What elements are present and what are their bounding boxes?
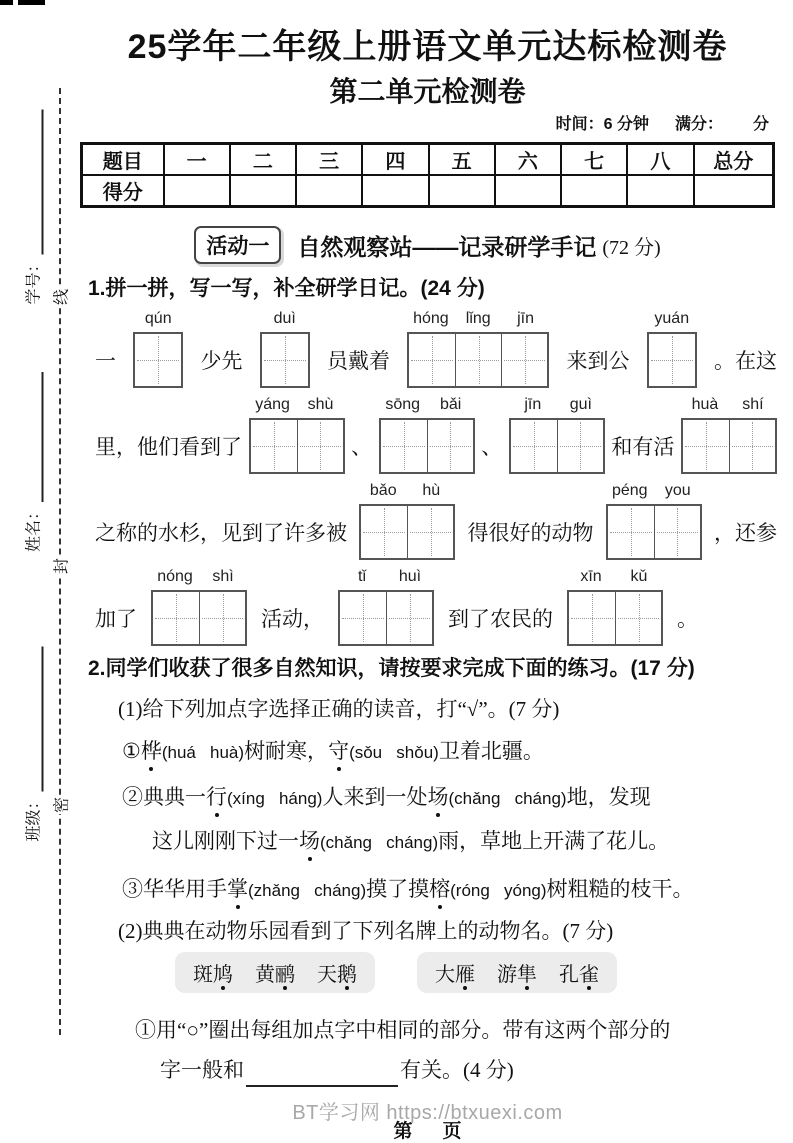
writing-cell bbox=[262, 334, 308, 386]
writing-grid bbox=[151, 590, 247, 646]
student-name-field bbox=[21, 372, 44, 552]
pinyin-writing-boxes bbox=[606, 482, 702, 560]
writing-cell bbox=[649, 334, 695, 386]
page-number bbox=[80, 1116, 775, 1143]
writing-cell bbox=[569, 592, 615, 644]
dotted-character: 场 bbox=[299, 824, 320, 858]
score-table bbox=[80, 142, 775, 208]
pinyin-label: duì bbox=[273, 310, 296, 327]
student-id-label: 学号： bbox=[25, 256, 43, 305]
pinyin-label-row bbox=[606, 482, 702, 504]
pinyin-label: bǎo bbox=[369, 482, 397, 499]
pinyin-label: xīn bbox=[580, 568, 602, 585]
writing-grid bbox=[338, 590, 434, 646]
sentence-fragment: 和有活 bbox=[611, 435, 675, 459]
fill-line bbox=[95, 396, 777, 474]
writing-cell bbox=[511, 420, 557, 472]
pinyin-label: kǔ bbox=[630, 568, 648, 585]
class-blank bbox=[40, 646, 44, 791]
score-table-column: 二 bbox=[230, 144, 296, 176]
writing-grid bbox=[359, 504, 455, 560]
pinyin-label: you bbox=[664, 482, 691, 499]
writing-cell bbox=[297, 420, 343, 472]
animal-plate bbox=[175, 952, 375, 993]
dotted-character: 鸠 bbox=[213, 958, 233, 987]
score-table-column: 六 bbox=[495, 144, 561, 176]
seal-char: 密 bbox=[46, 796, 75, 814]
sentence-fragment: 有关。(4 分) bbox=[400, 1058, 514, 1082]
sentence-fragment: 加了 bbox=[95, 607, 137, 631]
animal-name bbox=[255, 958, 295, 987]
pinyin-label: yuán bbox=[654, 310, 690, 327]
score-table-column: 八 bbox=[627, 144, 693, 176]
question-item bbox=[152, 824, 775, 860]
writing-grid bbox=[379, 418, 475, 474]
pinyin-label-row bbox=[133, 310, 183, 332]
score-cell bbox=[627, 175, 693, 207]
answer-blank bbox=[246, 1067, 398, 1087]
dotted-character: 场 bbox=[427, 780, 448, 814]
pinyin-writing-boxes bbox=[338, 568, 434, 646]
score-table-column: 四 bbox=[362, 144, 428, 176]
pinyin-label-row bbox=[359, 482, 455, 504]
sentence-fragment: 地，发现 bbox=[566, 785, 651, 809]
pinyin-label: hù bbox=[422, 482, 441, 499]
sentence-fragment: (sǒu shǒu) bbox=[349, 743, 439, 762]
sentence-fragment: (huá huà) bbox=[161, 743, 245, 762]
sentence-fragment: 来到公 bbox=[566, 349, 630, 373]
sentence-fragment: 摸了摸 bbox=[366, 877, 430, 901]
sentence-fragment: ，还参 bbox=[714, 521, 777, 545]
pinyin-label: lǐng bbox=[465, 310, 491, 327]
fill-line bbox=[95, 310, 777, 388]
pinyin-writing-boxes bbox=[681, 396, 777, 474]
writing-grid bbox=[606, 504, 702, 560]
fill-line bbox=[95, 568, 777, 646]
sentence-fragment: 得很好的动物 bbox=[467, 521, 594, 545]
paper-title: 25学年二年级上册语文单元达标检测卷 bbox=[127, 28, 728, 66]
student-id-field bbox=[21, 109, 44, 304]
writing-grid bbox=[249, 418, 345, 474]
pinyin-label-row bbox=[379, 396, 475, 418]
pinyin-label: péng bbox=[611, 482, 648, 499]
page-footer bbox=[80, 1101, 775, 1143]
student-name-label: 姓名： bbox=[25, 503, 43, 553]
sub-question-1-title: (1)给下列加点字选择正确的读音，打“√”。(7 分) bbox=[118, 697, 560, 721]
activity-score: (72 分) bbox=[602, 236, 661, 259]
pinyin-label-row bbox=[338, 568, 434, 590]
pinyin-label-row bbox=[151, 568, 247, 590]
writing-cell bbox=[135, 334, 181, 386]
sentence-fragment: (xíng háng) bbox=[227, 789, 323, 808]
pinyin-label-row bbox=[647, 310, 697, 332]
student-name-blank bbox=[40, 372, 44, 502]
writing-grid bbox=[567, 590, 663, 646]
fill-in-diary bbox=[80, 310, 775, 646]
pinyin-writing-boxes bbox=[567, 568, 663, 646]
dotted-character: 掌 bbox=[227, 872, 248, 906]
pinyin-label-row bbox=[567, 568, 663, 590]
writing-cell bbox=[615, 592, 661, 644]
pinyin-writing-boxes bbox=[509, 396, 605, 474]
writing-cell bbox=[251, 420, 297, 472]
writing-cell bbox=[340, 592, 386, 644]
circle-instruction-line2 bbox=[160, 1053, 775, 1087]
time-label: 时间：6 分钟 bbox=[555, 116, 649, 133]
sentence-fragment: 这儿刚刚下过一 bbox=[152, 829, 299, 853]
sentence-fragment: ① bbox=[122, 739, 141, 763]
pinyin-label: sōng bbox=[385, 396, 421, 413]
score-row-label: 得分 bbox=[82, 175, 164, 207]
activity-banner bbox=[80, 226, 775, 264]
sentence-fragment: 雨，草地上开满了花儿。 bbox=[438, 829, 670, 853]
score-table-column: 七 bbox=[561, 144, 627, 176]
score-cell bbox=[296, 175, 362, 207]
pinyin-label: shí bbox=[742, 396, 764, 413]
dotted-character: 雀 bbox=[579, 958, 599, 987]
writing-grid bbox=[133, 332, 183, 388]
pinyin-label-row bbox=[681, 396, 777, 418]
writing-cell bbox=[427, 420, 473, 472]
pinyin-label: yáng bbox=[255, 396, 290, 413]
pinyin-label-row bbox=[509, 396, 605, 418]
sentence-fragment: (zhǎng cháng) bbox=[248, 881, 367, 900]
dotted-character: 榕 bbox=[429, 872, 450, 906]
pinyin-label: huà bbox=[691, 396, 719, 413]
sentence-fragment: 字一般和 bbox=[160, 1058, 244, 1082]
score-cell bbox=[429, 175, 495, 207]
score-cell bbox=[164, 175, 230, 207]
score-cell bbox=[230, 175, 296, 207]
writing-cell bbox=[683, 420, 729, 472]
pinyin-writing-boxes bbox=[151, 568, 247, 646]
animal-name bbox=[497, 958, 537, 987]
pinyin-writing-boxes bbox=[133, 310, 183, 388]
seal-char: 线 bbox=[46, 288, 75, 306]
score-table-column: 一 bbox=[164, 144, 230, 176]
writing-cell bbox=[407, 506, 453, 558]
sentence-fragment: 游 bbox=[497, 964, 517, 986]
writing-cell bbox=[153, 592, 199, 644]
sentence-fragment: 。在这 bbox=[714, 349, 777, 373]
activity-badge: 活动一 bbox=[194, 226, 281, 264]
paper-subtitle: 第二单元检测卷 bbox=[329, 76, 526, 107]
score-table-column: 三 bbox=[296, 144, 362, 176]
question-2-title: 2.同学们收获了很多自然知识，请按要求完成下面的练习。(17 分) bbox=[88, 657, 695, 680]
writing-cell bbox=[199, 592, 245, 644]
sentence-fragment: ②典典一 bbox=[122, 785, 206, 809]
sentence-fragment: (chǎng cháng) bbox=[320, 833, 439, 852]
score-table-corner: 题目 bbox=[82, 144, 164, 176]
watermark: BT学习网 https://btxuexi.com bbox=[292, 1102, 563, 1124]
dotted-character: 隼 bbox=[517, 958, 537, 987]
sentence-fragment: 、 bbox=[351, 435, 373, 459]
score-cell bbox=[694, 175, 774, 207]
pinyin-label: shù bbox=[307, 396, 334, 413]
pinyin-label: hóng bbox=[413, 310, 449, 327]
dotted-character: 鹂 bbox=[275, 958, 295, 987]
pinyin-label: nóng bbox=[157, 568, 193, 585]
question-item bbox=[122, 734, 775, 770]
sentence-fragment: 孔 bbox=[559, 964, 579, 986]
sentence-fragment: 人来到一处 bbox=[322, 785, 428, 809]
sentence-fragment: (chǎng cháng) bbox=[448, 789, 567, 808]
writing-cell bbox=[654, 506, 700, 558]
writing-grid bbox=[509, 418, 605, 474]
sentence-fragment: 天 bbox=[317, 964, 337, 986]
writing-cell bbox=[386, 592, 432, 644]
sentence-fragment: 树耐寒， bbox=[244, 739, 329, 763]
animal-name bbox=[559, 958, 599, 987]
sentence-fragment: 员戴着 bbox=[327, 349, 390, 373]
fill-line bbox=[95, 482, 777, 560]
activity-title: 自然观察站——记录研学手记 bbox=[297, 233, 597, 260]
writing-cell bbox=[455, 334, 501, 386]
page-number-pre: 第 bbox=[393, 1121, 413, 1142]
class-label: 班级： bbox=[25, 793, 43, 842]
pinyin-label: bǎi bbox=[440, 396, 462, 413]
animal-name bbox=[317, 958, 357, 987]
pinyin-label: shì bbox=[212, 568, 234, 585]
question-item bbox=[122, 780, 775, 816]
sentence-fragment: 大 bbox=[435, 964, 455, 986]
pinyin-writing-boxes bbox=[359, 482, 455, 560]
dotted-character: 鹅 bbox=[337, 958, 357, 987]
sentence-fragment: 活动， bbox=[261, 607, 324, 631]
dotted-character: 桦 bbox=[141, 734, 162, 768]
writing-cell bbox=[381, 420, 427, 472]
seal-char: 封 bbox=[46, 557, 75, 575]
pinyin-label: tǐ bbox=[358, 568, 366, 585]
sub-question-2-title: (2)典典在动物乐园看到了下列名牌上的动物名。(7 分) bbox=[118, 919, 614, 943]
pinyin-label-row bbox=[407, 310, 549, 332]
score-table-header-row bbox=[82, 144, 774, 176]
main-content bbox=[80, 0, 775, 1143]
dotted-character: 雁 bbox=[455, 958, 475, 987]
sentence-fragment: 黄 bbox=[255, 964, 275, 986]
pinyin-writing-boxes bbox=[379, 396, 475, 474]
pinyin-label: jīn bbox=[517, 310, 535, 327]
animal-plate bbox=[417, 952, 617, 993]
page-number-post: 页 bbox=[442, 1121, 462, 1142]
sentence-fragment: (róng yóng) bbox=[450, 881, 547, 900]
score-cell bbox=[561, 175, 627, 207]
pinyin-label-row bbox=[249, 396, 345, 418]
sentence-fragment: 、 bbox=[481, 435, 503, 459]
scan-corner-mark bbox=[18, 0, 45, 5]
sentence-fragment: 到了农民的 bbox=[448, 607, 553, 631]
animal-name bbox=[193, 958, 233, 987]
sentence-fragment: 里，他们看到了 bbox=[95, 435, 242, 459]
pinyin-label: qún bbox=[144, 310, 172, 327]
pinyin-writing-boxes bbox=[647, 310, 697, 388]
writing-cell bbox=[361, 506, 407, 558]
pinyin-writing-boxes bbox=[260, 310, 310, 388]
score-table-score-row bbox=[82, 175, 774, 207]
pinyin-label-row bbox=[260, 310, 310, 332]
writing-grid bbox=[260, 332, 310, 388]
writing-grid bbox=[681, 418, 777, 474]
pinyin-writing-boxes bbox=[249, 396, 345, 474]
sentence-fragment: 树粗糙的枝干。 bbox=[546, 877, 694, 901]
scan-corner-mark bbox=[0, 0, 13, 5]
writing-grid bbox=[407, 332, 549, 388]
full-score-label: 满分： bbox=[674, 116, 723, 133]
pinyin-label: guì bbox=[569, 396, 592, 413]
writing-cell bbox=[409, 334, 455, 386]
pinyin-writing-boxes bbox=[407, 310, 549, 388]
circle-instruction-line1: ①用“○”圈出每组加点字中相同的部分。带有这两个部分的 bbox=[135, 1018, 671, 1042]
score-table-column: 总分 bbox=[694, 144, 774, 176]
sentence-fragment: 斑 bbox=[193, 964, 213, 986]
sentence-fragment: 之称的水杉，见到了许多被 bbox=[95, 521, 347, 545]
sentence-fragment: 。 bbox=[677, 607, 698, 631]
sentence-fragment: 卫着北疆。 bbox=[438, 739, 544, 763]
sentence-fragment: 一 bbox=[95, 349, 116, 373]
writing-cell bbox=[729, 420, 775, 472]
writing-grid bbox=[647, 332, 697, 388]
class-field bbox=[21, 646, 44, 841]
dotted-character: 守 bbox=[328, 734, 349, 768]
score-unit-label: 分 bbox=[752, 116, 769, 133]
writing-cell bbox=[557, 420, 603, 472]
sentence-fragment: ③华华用手 bbox=[122, 877, 227, 901]
score-cell bbox=[362, 175, 428, 207]
writing-cell bbox=[501, 334, 547, 386]
pinyin-label: jīn bbox=[524, 396, 542, 413]
sentence-fragment: 少先 bbox=[200, 349, 243, 373]
student-id-blank bbox=[40, 109, 44, 254]
animal-name-plates bbox=[175, 952, 775, 993]
pinyin-label: huì bbox=[398, 568, 422, 585]
writing-cell bbox=[608, 506, 654, 558]
question-item bbox=[122, 872, 775, 908]
time-score-meta bbox=[80, 114, 775, 136]
score-table-column: 五 bbox=[429, 144, 495, 176]
question-1-title: 1.拼一拼，写一写，补全研学日记。(24 分) bbox=[88, 277, 485, 300]
dotted-character: 行 bbox=[206, 780, 227, 814]
animal-name bbox=[435, 958, 475, 987]
score-cell bbox=[495, 175, 561, 207]
